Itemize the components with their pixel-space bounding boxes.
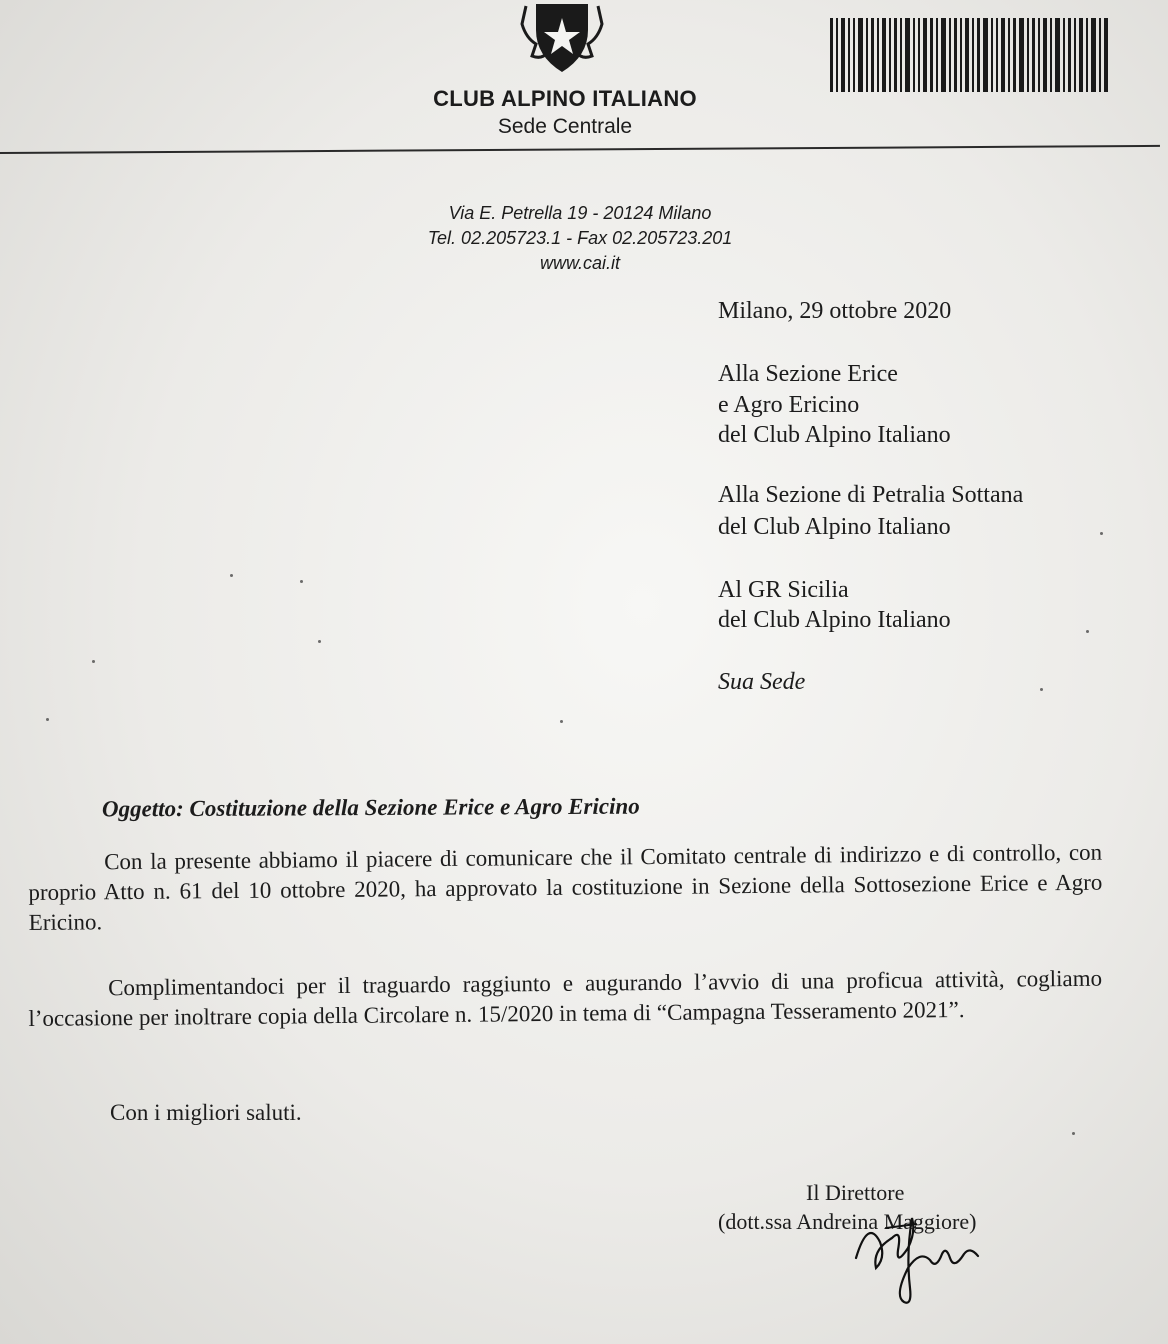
cai-star-emblem-icon [512, 0, 612, 74]
subject-line: Oggetto: Costituzione della Sezione Erice e Agro Ericino [101, 793, 640, 822]
recipient-2-line-2: del Club Alpino Italiano [718, 514, 951, 540]
address-line: Via E. Petrella 19 - 20124 Milano [448, 203, 712, 223]
phone-fax-line: Tel. 02.205723.1 - Fax 02.205723.201 [427, 228, 733, 248]
paper-speck [46, 718, 49, 721]
paper-speck [1100, 532, 1103, 535]
recipient-2-line-1: Alla Sezione di Petralia Sottana [718, 482, 1024, 508]
paper-speck [318, 640, 321, 643]
paper-speck [92, 660, 95, 663]
letterhead-divider [0, 145, 1160, 154]
organization-name: CLUB ALPINO ITALIANO [433, 86, 697, 111]
date-line: Milano, 29 ottobre 2020 [718, 298, 952, 324]
paper-speck [230, 574, 233, 577]
recipient-3-line-2: del Club Alpino Italiano [718, 607, 951, 633]
paper-speck [560, 720, 563, 723]
paper-speck [300, 580, 303, 583]
sua-sede: Sua Sede [718, 669, 806, 695]
recipient-1-line-3: del Club Alpino Italiano [718, 422, 951, 448]
signer-title: Il Direttore [806, 1180, 905, 1205]
recipient-1-line-2: e Agro Ericino [718, 392, 860, 418]
closing-greeting: Con i migliori saluti. [110, 1100, 302, 1125]
organization-subtitle: Sede Centrale [497, 115, 633, 138]
signer-name: (dott.ssa Andreina Maggiore) [718, 1209, 977, 1234]
handwritten-signature [846, 1198, 996, 1308]
recipient-3-line-1: Al GR Sicilia [718, 577, 849, 603]
barcode-icon [830, 18, 1110, 92]
paper-speck [1072, 1132, 1075, 1135]
recipient-1-line-1: Alla Sezione Erice [718, 361, 898, 387]
body-paragraph-1: Con la presente abbiamo il piacere di comunicare che il Comitato centrale di indirizzo e di controllo, con proprio Atto n. 61 del 10 ottobre 2020, ha approvato la costituzione in Sezione della Sottosezione Erice e Agro Ericino. [28, 839, 1103, 935]
paper-speck [1040, 688, 1043, 691]
body-paragraph-2: Complimentandoci per il traguardo raggiunto e augurando l’avvio di una proficua attività, cogliamo l’occasione per inoltrare copia della Circolare n. 15/2020 in tema di “Campagna Tesseramento 2021”. [28, 965, 1103, 1031]
website-link: www.cai.it [539, 253, 620, 273]
paper-speck [1086, 630, 1089, 633]
